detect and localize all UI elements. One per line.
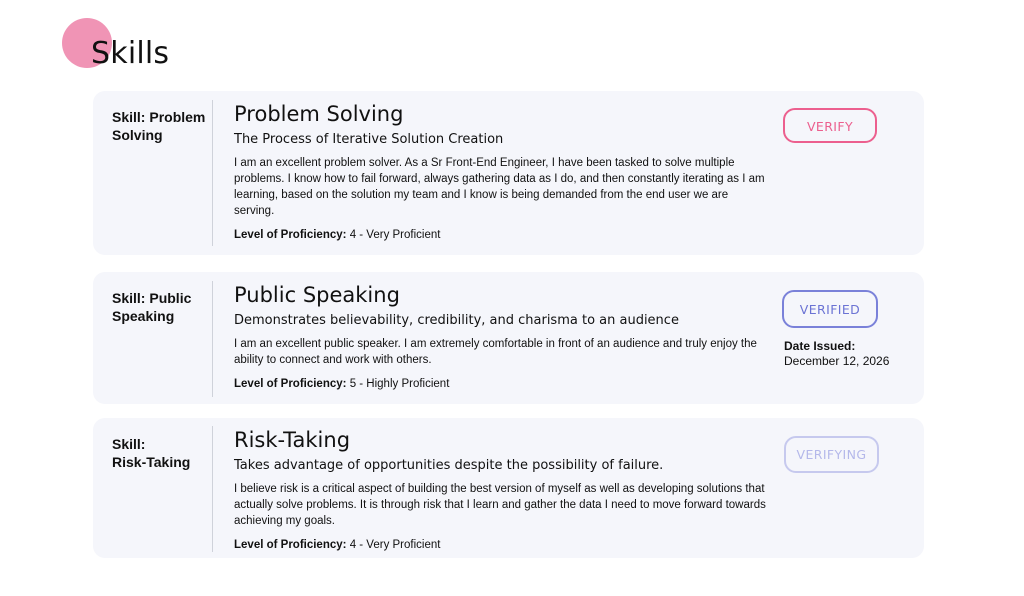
skill-description: I am an excellent problem solver. As a Sr Front-End Engineer, I have been tasked to solve multiple problems. I know how to fail forward, always gathering data as I do, and then constantly iterating as I am learning, based on the solution my team and I know is being demanded from the end user we are serving. [234, 157, 765, 217]
skill-subtitle: The Process of Iterative Solution Creation [234, 132, 504, 147]
skill-level-label: Level of Proficiency: [234, 539, 347, 551]
verify-button[interactable]: VERIFY [783, 108, 877, 143]
card-divider [212, 281, 213, 397]
card-divider [212, 100, 213, 246]
skill-label-prefix: Skill: [112, 436, 146, 452]
skill-name: Risk-Taking [234, 428, 351, 452]
skill-level [234, 376, 766, 392]
skill-subtitle: Takes advantage of opportunities despite the possibility of failure. [234, 458, 664, 473]
skill-card-risk-taking [93, 418, 924, 558]
skill-description: I am an excellent public speaker. I am extremely comfortable in front of an audience and truly enjoy the ability to connect and work with others. [234, 338, 757, 366]
skill-level [234, 227, 766, 243]
skill-level-label: Level of Proficiency: [234, 229, 347, 241]
skill-description: I believe risk is a critical aspect of building the best version of myself as well as developing solutions that actually solve problems. It is through risk that I learn and gather the data I need to move forward towards achieving my goals. [234, 483, 766, 527]
skill-subtitle: Demonstrates believability, credibility, and charisma to an audience [234, 313, 679, 328]
skill-name: Public Speaking [234, 283, 400, 307]
skill-label-prefix: Skill: [112, 290, 146, 306]
skill-card-body [234, 427, 766, 553]
page-header [62, 18, 182, 78]
verified-button[interactable]: VERIFIED [782, 290, 878, 328]
skill-card-label [112, 435, 212, 471]
skill-card-body [234, 282, 766, 392]
skill-name: Problem Solving [234, 102, 404, 126]
verifying-button[interactable]: VERIFYING [784, 436, 879, 473]
skill-level-value: 4 - Very Proficient [349, 539, 441, 551]
card-divider [212, 426, 213, 552]
skill-card-body [234, 101, 766, 243]
skill-level-value: 4 - Very Proficient [349, 229, 441, 241]
skill-card-label [112, 108, 212, 144]
skill-label-name: Risk-Taking [112, 454, 191, 470]
skill-card-problem-solving [93, 91, 924, 255]
date-issued-label: Date Issued: [784, 339, 856, 353]
date-issued [784, 339, 889, 369]
skill-level [234, 537, 766, 553]
skill-card-public-speaking [93, 272, 924, 404]
skill-level-label: Level of Proficiency: [234, 378, 347, 390]
skill-level-value: 5 - Highly Proficient [349, 378, 450, 390]
skill-card-label [112, 289, 212, 325]
skill-label-name: Problem Solving [112, 109, 206, 143]
date-issued-value: December 12, 2026 [784, 354, 890, 368]
page-title: Skills [91, 36, 170, 71]
skill-label-name: Public Speaking [112, 290, 192, 324]
skill-label-prefix: Skill: [112, 109, 146, 125]
